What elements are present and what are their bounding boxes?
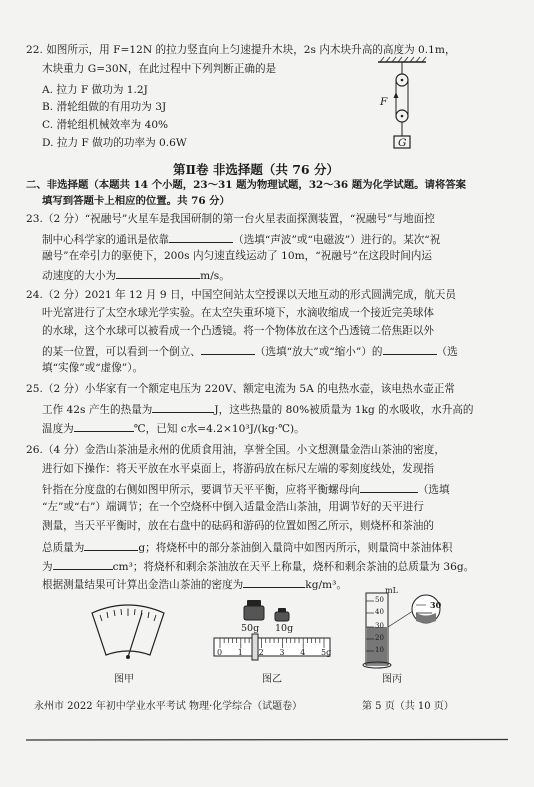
q24-line3: 的水球，这个水球可以被看成一个凸透镜。将一个物体放在这个凸透镜二倍焦距以外 (42, 325, 434, 337)
q23-line4-text-a: 动速度的大小为 (42, 270, 117, 282)
q23-line4 (42, 268, 230, 283)
q25-line2-text-a: 工作 42s 产生的热量为 (42, 404, 153, 416)
q23-line1: 23.（2 分）“祝融号”火星车是我国研制的第一台火星表面探测装置，“祝融号”与地面控 (26, 213, 435, 225)
cylinder-40-label: 40 (375, 608, 384, 616)
q23-answer-blank-1[interactable] (169, 232, 233, 243)
q23-answer-blank-2[interactable] (116, 268, 200, 279)
q26-line6 (42, 540, 452, 555)
q24-line4-text-b: （选填“放大”或“缩小”）的 (254, 346, 383, 358)
q26-line3 (42, 482, 450, 497)
q26-line4: “左”或“右”）端调节；在一个空烧杯中倒入适量金浩山茶油，用调节好的天平进行 (42, 501, 424, 513)
scale-tick-label: 0 (217, 648, 223, 657)
q24-line5: 填“实像”或“虚像”）。 (42, 362, 144, 374)
q26-line3-text-a: 针指在分度盘的右侧如图甲所示，要调节天平平衡，应将平衡螺母向 (42, 484, 360, 496)
q24-line4 (42, 344, 458, 359)
q25-answer-blank-1[interactable] (152, 402, 214, 413)
scale-tick-label: 2 (258, 648, 264, 657)
q25-line3-text-b: ℃，已知 c水=4.2×10³J/(kg·℃)。 (133, 423, 305, 435)
q26-line1: 26.（4 分）金浩山茶油是永州的优质食用油，享誉全国。小文想测量金浩山茶油的密度， (26, 444, 445, 456)
weight-50g-label: 50g (241, 623, 260, 634)
q26-answer-blank-1[interactable] (360, 482, 418, 493)
figure-jia-caption: 图甲 (114, 674, 134, 685)
q26-line7-text-a: 为 (42, 561, 53, 573)
q25-line2 (42, 402, 474, 417)
q26-line7-text-b: cm³；将烧杯和剩余茶油放在天平上称量，烧杯和剩余茶油的总质量为 36g。 (112, 561, 475, 573)
section-instructions-line2: 填写到答题卡上相应的位置。共 76 分） (42, 195, 230, 207)
q26-line3-text-b: （选填 (417, 484, 450, 496)
q26-line8-text-b: kg/m³。 (305, 579, 347, 591)
q23-line3: 融号”在牵引力的驱使下，200s 内匀速直线运动了 10m，“祝融号”在这段时间内运 (42, 250, 432, 262)
cylinder-30-label: 30 (375, 622, 384, 630)
scale-tick-label: 5g (321, 648, 332, 657)
section-title: 第Ⅱ卷 非选择题（共 76 分） (173, 162, 339, 177)
magnified-30-label: 30 (430, 600, 442, 610)
q22-option-c: C. 滑轮组机械效率为 40% (42, 119, 169, 131)
weight-10g-label: 10g (275, 623, 294, 634)
scale-tick-label: 3 (279, 648, 285, 657)
q25-line3 (42, 421, 305, 436)
q24-line1: 24.（2 分）2021 年 12 月 9 日，中国空间站太空授课以天地互动的形式圆满完成，航天员 (26, 289, 456, 301)
footer-exam-title: 永州市 2022 年初中学业水平考试 物理·化学综合（试题卷） (34, 701, 303, 712)
cylinder-ml-label: mL (385, 586, 398, 595)
q26-answer-blank-4[interactable] (243, 577, 305, 588)
q26-line8-text-a: 根据测量结果可计算出金浩山茶油的密度为 (42, 579, 244, 591)
q23-line2-text-a: 制中心科学家的通讯是依靠 (42, 234, 170, 246)
q24-line2: 叶光富进行了太空水球光学实验。在太空失重环境下，水滴收缩成一个接近完美球体 (42, 307, 434, 319)
q26-line8 (42, 577, 347, 592)
q26-line2: 进行如下操作：将天平放在水平桌面上，将游码放在标尺左端的零刻度线处，发现指 (42, 463, 434, 475)
cylinder-50-label: 50 (375, 596, 384, 604)
q26-line7 (42, 559, 474, 574)
footer-page-number: 第 5 页（共 10 页） (362, 701, 454, 712)
q22-option-a: A. 拉力 F 做功为 1.2J (42, 84, 148, 96)
figure-bing-caption: 图丙 (382, 674, 402, 685)
q22-line2: 木块重力 G=30N，在此过程中下列判断正确的是 (42, 63, 277, 75)
q24-line4-text-a: 的某一位置，可以看到一个倒立、 (42, 346, 201, 358)
q24-line4-text-c: （选 (436, 346, 458, 358)
q25-line2-text-b: J，这些热量的 80%被质量为 1kg 的水吸收，水升高的 (214, 404, 474, 416)
q25-line3-text-a: 温度为 (42, 423, 74, 435)
q24-answer-blank-2[interactable] (383, 344, 437, 355)
figure-yi-caption: 图乙 (262, 674, 282, 685)
pulley-label-f: F (380, 96, 388, 108)
cylinder-20-label: 20 (375, 634, 384, 642)
q26-line5: 测量，当天平平衡时，放在右盘中的砝码和游码的位置如图乙所示，则烧杯和茶油的 (42, 520, 434, 532)
q25-answer-blank-2[interactable] (74, 421, 134, 432)
q23-line2 (42, 232, 440, 247)
q26-answer-blank-2[interactable] (84, 540, 138, 551)
q26-answer-blank-3[interactable] (53, 559, 113, 570)
q26-line6-text-a: 总质量为 (42, 542, 85, 554)
bottom-rule (26, 738, 508, 742)
q22-option-d: D. 拉力 F 做功的功率为 0.6W (42, 137, 187, 149)
q25-line1: 25.（2 分）小华家有一个额定电压为 220V、额定电流为 5A 的电热水壶，该电热水壶正常 (26, 383, 455, 395)
scale-tick-label: 1 (237, 648, 243, 657)
q22-option-b: B. 滑轮组做的有用功为 3J (42, 101, 167, 113)
pulley-label-g: G (398, 137, 407, 149)
q26-line6-text-b: g；将烧杯中的部分茶油倒入量筒中如图丙所示，则量筒中茶油体积 (138, 542, 453, 554)
figure-yi-weights-and-scale (210, 596, 334, 664)
scale-tick-label: 4 (300, 648, 306, 657)
q22-line1: 22. 如图所示，用 F=12N 的拉力竖直向上匀速提升木块，2s 内木块升高的高度为 0.1m， (26, 44, 456, 56)
cylinder-10-label: 10 (375, 646, 384, 654)
q23-line2-text-b: （选填“声波”或“电磁波”）进行的。某次“祝 (233, 234, 441, 246)
q23-line4-text-b: m/s。 (200, 270, 230, 282)
q24-answer-blank-1[interactable] (201, 344, 255, 355)
section-instructions-line1: 二、非选择题（本题共 14 个小题，23～31 题为物理试题，32～36 题为化学试题。请将答案 (26, 179, 467, 191)
figure-jia-balance-dial (86, 601, 170, 667)
